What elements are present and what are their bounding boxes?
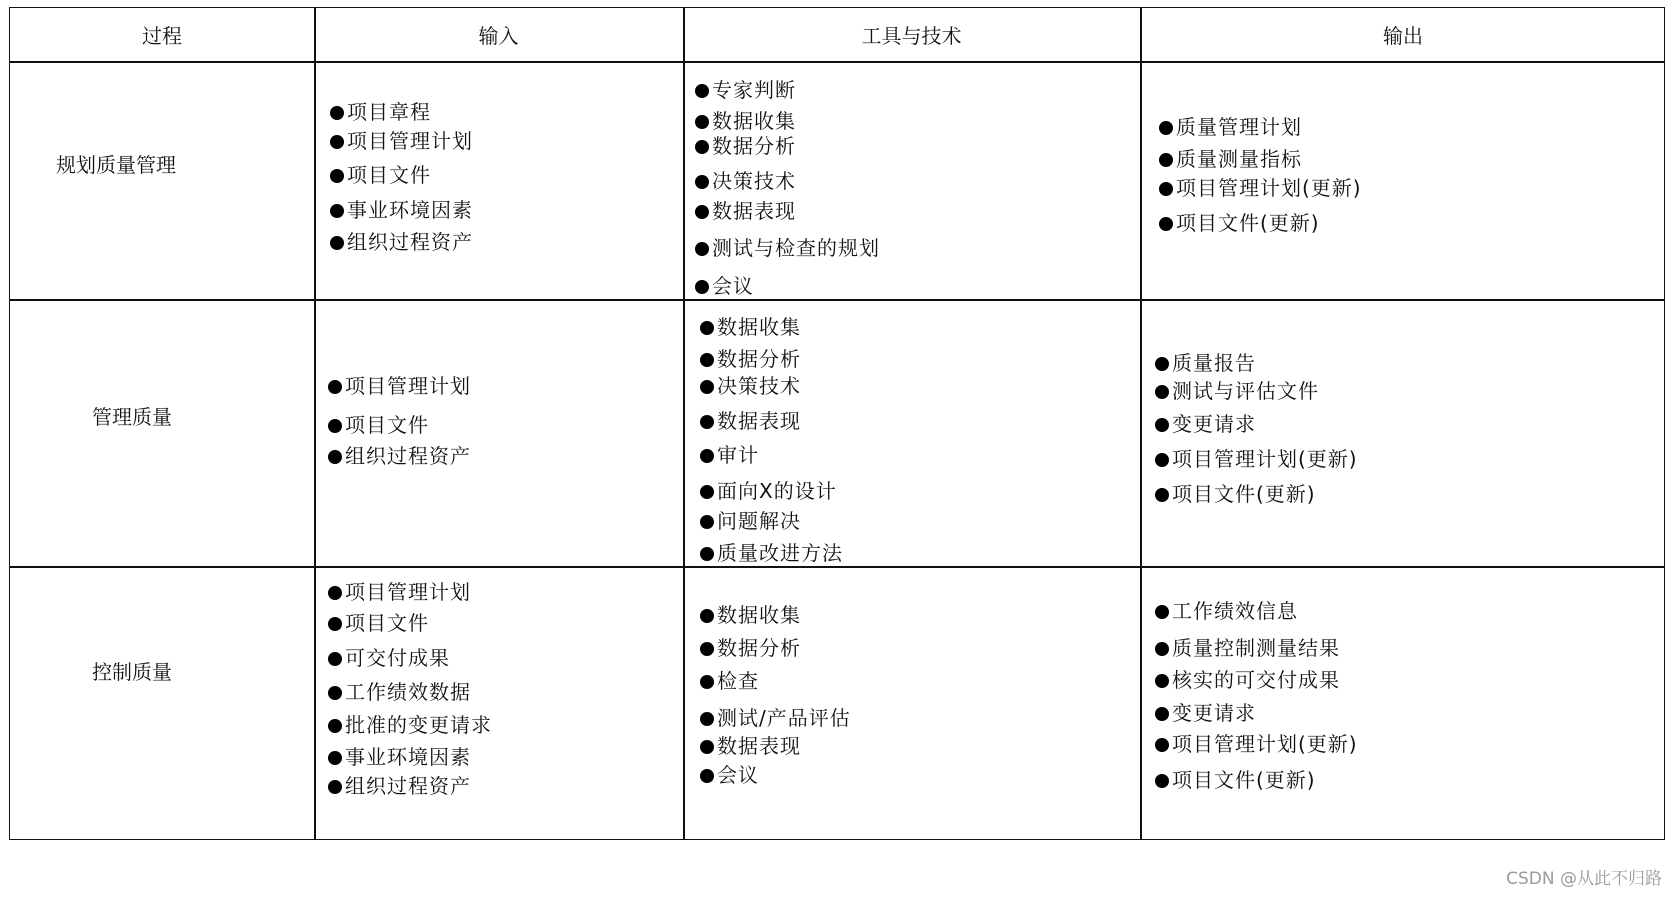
bullet-icon: [695, 280, 709, 294]
list-item: 变更请求: [1155, 701, 1256, 725]
list-item: 项目文件: [328, 611, 429, 635]
bullet-icon: [700, 380, 714, 394]
header-outputs: 输出: [1383, 24, 1423, 48]
bullet-icon: [695, 84, 709, 98]
list-item: 问题解决: [700, 509, 801, 533]
row-divider: [10, 61, 1664, 63]
bullet-icon: [1159, 121, 1173, 135]
bullet-icon: [1155, 707, 1169, 721]
bullet-icon: [328, 751, 342, 765]
list-item: 数据分析: [695, 134, 796, 158]
bullet-icon: [330, 135, 344, 149]
list-item: 会议: [695, 274, 754, 298]
bullet-icon: [695, 175, 709, 189]
bullet-icon: [700, 675, 714, 689]
list-item: 数据表现: [695, 199, 796, 223]
list-item: 项目章程: [330, 100, 431, 124]
bullet-icon: [1155, 674, 1169, 688]
list-item: 项目文件: [328, 413, 429, 437]
list-item: 质量控制测量结果: [1155, 636, 1340, 660]
bullet-icon: [700, 642, 714, 656]
list-item: 数据分析: [700, 636, 801, 660]
list-item: 测试与评估文件: [1155, 379, 1319, 403]
bullet-icon: [700, 515, 714, 529]
bullet-icon: [695, 140, 709, 154]
list-item: 质量测量指标: [1159, 147, 1302, 171]
list-item: 项目管理计划(更新): [1155, 732, 1358, 756]
bullet-icon: [700, 353, 714, 367]
list-item: 项目文件(更新): [1155, 768, 1316, 792]
bullet-icon: [1155, 488, 1169, 502]
watermark: CSDN @从此不归路: [1506, 869, 1662, 889]
list-item: 变更请求: [1155, 412, 1256, 436]
list-item: 项目文件(更新): [1155, 482, 1316, 506]
bullet-icon: [1159, 217, 1173, 231]
list-item: 组织过程资产: [330, 230, 473, 254]
process-name: 管理质量: [92, 405, 172, 429]
list-item: 项目管理计划: [330, 129, 473, 153]
list-item: 核实的可交付成果: [1155, 668, 1340, 692]
bullet-icon: [328, 719, 342, 733]
column-divider: [1140, 8, 1142, 839]
list-item: 组织过程资产: [328, 444, 471, 468]
bullet-icon: [328, 686, 342, 700]
bullet-icon: [700, 740, 714, 754]
process-name: 规划质量管理: [56, 153, 176, 177]
list-item: 决策技术: [695, 169, 796, 193]
list-item: 测试/产品评估: [700, 706, 851, 730]
bullet-icon: [700, 712, 714, 726]
bullet-icon: [1159, 182, 1173, 196]
row-divider: [10, 299, 1664, 301]
bullet-icon: [330, 106, 344, 120]
list-item: 质量改进方法: [700, 541, 843, 565]
list-item: 质量报告: [1155, 351, 1256, 375]
bullet-icon: [328, 780, 342, 794]
header-inputs: 输入: [478, 24, 519, 48]
list-item: 批准的变更请求: [328, 713, 492, 737]
bullet-icon: [700, 485, 714, 499]
bullet-icon: [1155, 385, 1169, 399]
bullet-icon: [328, 652, 342, 666]
list-item: 可交付成果: [328, 646, 450, 670]
list-item: 项目管理计划(更新): [1159, 176, 1362, 200]
list-item: 事业环境因素: [328, 745, 471, 769]
list-item: 事业环境因素: [330, 198, 473, 222]
bullet-icon: [700, 321, 714, 335]
bullet-icon: [330, 204, 344, 218]
list-item: 项目管理计划: [328, 580, 471, 604]
list-item: 数据收集: [700, 315, 801, 339]
bullet-icon: [1155, 418, 1169, 432]
list-item: 会议: [700, 763, 759, 787]
list-item: 组织过程资产: [328, 774, 471, 798]
bullet-icon: [1155, 774, 1169, 788]
bullet-icon: [328, 450, 342, 464]
list-item: 项目管理计划: [328, 374, 471, 398]
bullet-icon: [1155, 605, 1169, 619]
bullet-icon: [1159, 153, 1173, 167]
list-item: 审计: [700, 443, 759, 467]
bullet-icon: [328, 617, 342, 631]
bullet-icon: [700, 769, 714, 783]
bullet-icon: [700, 547, 714, 561]
bullet-icon: [1155, 357, 1169, 371]
bullet-icon: [330, 236, 344, 250]
bullet-icon: [328, 419, 342, 433]
list-item: 工作绩效信息: [1155, 599, 1298, 623]
bullet-icon: [1155, 738, 1169, 752]
bullet-icon: [695, 115, 709, 129]
bullet-icon: [695, 205, 709, 219]
bullet-icon: [700, 415, 714, 429]
column-divider: [314, 8, 316, 839]
header-process: 过程: [142, 24, 182, 48]
list-item: 数据分析: [700, 347, 801, 371]
list-item: 项目管理计划(更新): [1155, 447, 1358, 471]
row-divider: [10, 566, 1664, 568]
list-item: 工作绩效数据: [328, 680, 471, 704]
list-item: 数据表现: [700, 734, 801, 758]
bullet-icon: [328, 380, 342, 394]
list-item: 专家判断: [695, 78, 796, 102]
list-item: 测试与检查的规划: [695, 236, 880, 260]
bullet-icon: [695, 242, 709, 256]
list-item: 面向X的设计: [700, 479, 837, 503]
bullet-icon: [330, 169, 344, 183]
bullet-icon: [700, 449, 714, 463]
process-name: 控制质量: [92, 660, 172, 684]
bullet-icon: [1155, 453, 1169, 467]
bullet-icon: [328, 586, 342, 600]
list-item: 项目文件(更新): [1159, 211, 1320, 235]
header-tools: 工具与技术: [861, 24, 962, 48]
quality-management-table: [9, 7, 1665, 840]
list-item: 项目文件: [330, 163, 431, 187]
list-item: 检查: [700, 669, 759, 693]
bullet-icon: [700, 609, 714, 623]
list-item: 数据收集: [700, 603, 801, 627]
list-item: 质量管理计划: [1159, 115, 1302, 139]
bullet-icon: [1155, 642, 1169, 656]
list-item: 决策技术: [700, 374, 801, 398]
list-item: 数据收集: [695, 109, 796, 133]
column-divider: [683, 8, 685, 839]
list-item: 数据表现: [700, 409, 801, 433]
